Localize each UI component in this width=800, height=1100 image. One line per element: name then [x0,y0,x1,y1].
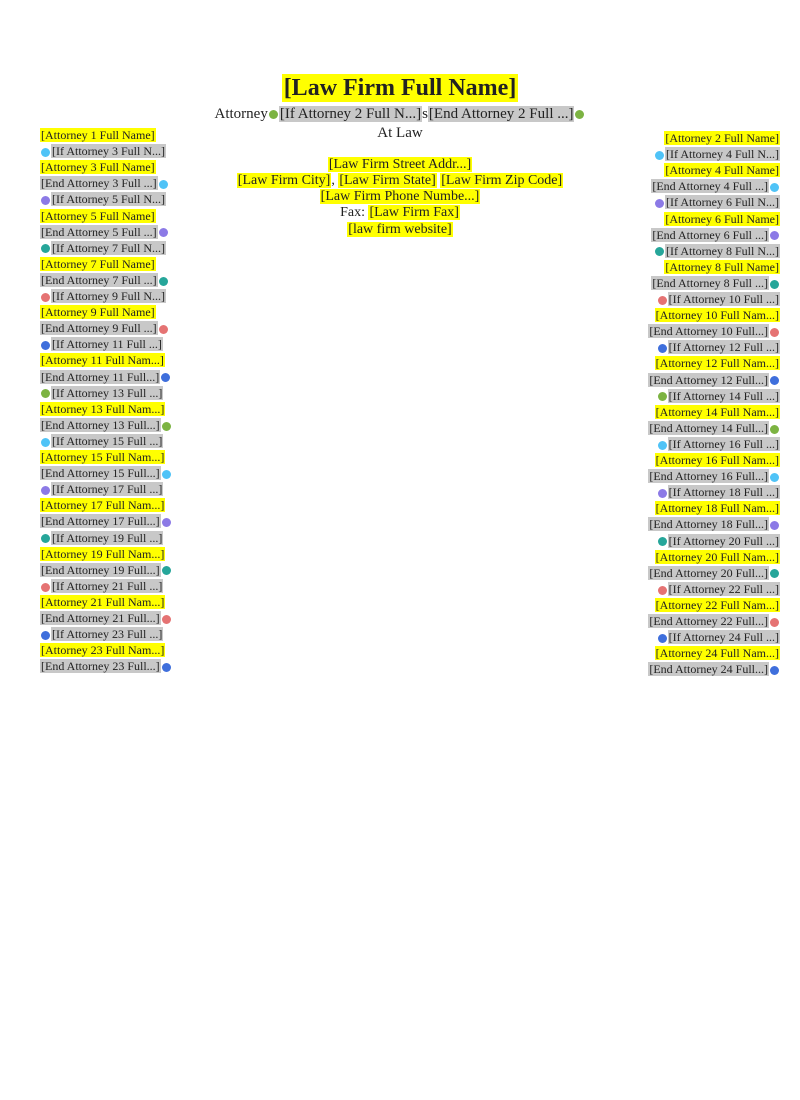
attorney-name-field[interactable]: [Attorney 2 Full Name] [665,131,779,145]
attorney-field-row [655,646,780,661]
attorney-field-row [664,131,780,146]
attorney-field-row [40,498,165,513]
attorney-field-row [664,212,780,227]
conditional-field[interactable]: [End Attorney 6 Full ...] [652,227,768,242]
conditional-field[interactable]: [End Attorney 14 Full...] [649,420,768,435]
attorney-field-row [648,469,780,484]
condition-marker-icon [41,438,50,447]
attorney-name-field[interactable]: [Attorney 15 Full Nam...] [41,450,165,464]
attorney-field-row [648,324,780,339]
attorney-field-row [654,195,780,210]
attorney-field-row [657,630,780,645]
attorney-name-field[interactable]: [Attorney 7 Full Name] [41,256,155,271]
condition-marker-icon [658,441,667,450]
condition-marker-icon [159,228,168,237]
attorney-line [200,104,600,124]
fax-field[interactable]: [Law Firm Fax] [369,205,459,220]
condition-marker-icon [161,373,170,382]
conditional-field[interactable]: [If Attorney 24 Full ...] [668,630,779,645]
condition-marker-icon [159,325,168,334]
conditional-field[interactable]: [End Attorney 9 Full ...] [41,321,157,336]
conditional-field[interactable]: [If Attorney 6 Full N...] [666,195,779,210]
conditional-field[interactable]: [If Attorney 15 Full ...] [52,433,163,448]
attorney-name-field[interactable]: [Attorney 17 Full Nam...] [41,498,165,513]
attorney-name-field[interactable]: [Attorney 8 Full Name] [665,259,779,274]
attorney-field-row [648,373,780,388]
attorney-name-field[interactable]: [Attorney 21 Full Nam...] [41,594,165,609]
attorney-field-row [40,225,169,240]
condition-marker-icon [658,537,667,546]
attorney-field-row [40,611,172,626]
attorney-field-row [40,337,163,352]
attorney-field-row [651,179,780,194]
attorney-field-row [40,450,165,465]
conditional-field[interactable]: [End Attorney 15 Full...] [41,466,160,481]
attorney-field-row [648,566,780,581]
condition-marker-icon [269,110,278,119]
attorney-name-field[interactable]: [Attorney 13 Full Nam...] [41,401,165,416]
conditional-field[interactable]: [If Attorney 10 Full ...] [668,292,779,306]
condition-marker-icon [162,518,171,527]
attorney-field-row [657,582,780,597]
condition-marker-icon [655,199,664,208]
condition-marker-icon [770,280,779,289]
attorney-field-row [655,550,780,565]
conditional-field[interactable]: [End Attorney 20 Full...] [649,565,768,580]
condition-marker-icon [41,389,50,398]
attorney-field-row [40,386,163,401]
state-field[interactable]: [Law Firm State] [339,173,436,188]
comma-text: , [331,173,335,188]
condition-marker-icon [658,344,667,353]
attorney-name-field[interactable]: [Attorney 3 Full Name] [41,160,155,175]
conditional-field[interactable]: [If Attorney 3 Full N...] [52,144,165,159]
website-field[interactable]: [law firm website] [348,222,452,237]
conditional-field[interactable]: [If Attorney 16 Full ...] [668,436,779,451]
conditional-field[interactable]: [End Attorney 7 Full ...] [41,272,157,287]
attorney-name-field[interactable]: [Attorney 24 Full Nam...] [655,646,779,661]
conditional-field[interactable]: [End Attorney 10 Full...] [649,324,768,339]
firm-name-heading [200,74,600,102]
condition-marker-icon [159,277,168,286]
condition-marker-icon [770,569,779,578]
attorney-field-row [40,160,156,175]
condition-marker-icon [162,422,171,431]
condition-marker-icon [658,634,667,643]
conditional-field[interactable]: [End Attorney 3 Full ...] [41,176,157,191]
condition-marker-icon [162,566,171,575]
zip-field[interactable]: [Law Firm Zip Code] [441,173,563,188]
attorney-field-row [40,273,169,288]
attorney-field-row [657,485,780,500]
city-field[interactable]: [Law Firm City] [237,173,331,188]
attorney-field-row [40,402,165,417]
attorney-field-row [654,147,780,162]
street-field[interactable]: [Law Firm Street Addr...] [328,157,472,172]
attorney-prefix: Attorney [214,106,268,122]
attorney-field-row [40,595,165,610]
street-line [200,157,600,173]
attorney-field-row [40,466,172,481]
attorney-field-row [40,482,163,497]
attorney-field-row [40,305,156,320]
attorney-name-field[interactable]: [Attorney 11 Full Nam...] [41,353,164,368]
attorney-field-row [40,643,165,658]
attorney-name-field[interactable]: [Attorney 1 Full Name] [41,128,155,142]
conditional-field[interactable]: [End Attorney 21 Full...] [41,611,160,625]
end-attorney-2-field[interactable]: [End Attorney 2 Full ...] [428,106,574,122]
attorney-field-row [40,128,156,143]
attorney-field-row [651,276,780,291]
conditional-field[interactable]: [End Attorney 11 Full...] [41,369,160,384]
condition-marker-icon [655,247,664,256]
attorney-field-row [648,421,780,436]
condition-marker-icon [658,586,667,595]
attorney-field-row [40,353,165,368]
condition-marker-icon [41,341,50,350]
condition-marker-icon [770,183,779,192]
conditional-field[interactable]: [If Attorney 18 Full ...] [668,485,779,500]
condition-marker-icon [159,180,168,189]
attorney-name-field[interactable]: [Attorney 9 Full Name] [41,305,155,320]
condition-marker-icon [41,631,50,640]
conditional-field[interactable]: [End Attorney 16 Full...] [649,469,768,484]
attorney-field-row [655,453,780,468]
firm-name-field[interactable]: [Law Firm Full Name] [283,75,517,101]
attorney-field-row [40,241,166,256]
condition-marker-icon [770,328,779,337]
attorney-field-row [655,598,780,613]
condition-marker-icon [770,425,779,434]
attorney-name-field[interactable]: [Attorney 20 Full Nam...] [655,549,779,564]
attorney-field-row [654,244,780,259]
attorney-field-row [40,370,171,385]
if-attorney-2-field[interactable]: [If Attorney 2 Full N...] [279,106,422,122]
attorney-field-row [40,257,156,272]
conditional-field[interactable]: [If Attorney 14 Full ...] [668,388,779,403]
fax-line [200,205,600,221]
at-law-text: At Law [377,125,423,141]
conditional-field[interactable]: [If Attorney 11 Full ...] [52,337,162,352]
conditional-field[interactable]: [End Attorney 13 Full...] [41,417,160,432]
conditional-field[interactable]: [End Attorney 17 Full...] [41,514,160,529]
attorney-field-row [657,389,780,404]
website-line [200,222,600,238]
attorney-field-row [40,531,163,546]
attorney-field-row [40,418,172,433]
attorney-field-row [648,662,780,677]
condition-marker-icon [770,473,779,482]
attorney-name-field[interactable]: [Attorney 4 Full Name] [665,163,779,178]
attorney-name-field[interactable]: [Attorney 19 Full Nam...] [41,546,165,561]
attorney-field-row [664,260,780,275]
attorney-name-field[interactable]: [Attorney 23 Full Nam...] [41,643,165,658]
attorney-field-row [664,163,780,178]
attorney-field-row [40,659,172,674]
attorney-field-row [40,209,156,224]
plural-s-text: s [422,106,428,122]
condition-marker-icon [41,196,50,205]
conditional-field[interactable]: [End Attorney 18 Full...] [649,517,768,532]
attorney-name-field[interactable]: [Attorney 22 Full Nam...] [655,597,779,612]
attorney-field-row [657,534,780,549]
condition-marker-icon [41,244,50,253]
conditional-field[interactable]: [If Attorney 9 Full N...] [52,289,165,303]
attorney-name-field[interactable]: [Attorney 5 Full Name] [41,208,155,223]
conditional-field[interactable]: [End Attorney 23 Full...] [41,659,160,674]
attorney-field-row [655,405,780,420]
attorney-field-row [655,356,780,371]
conditional-field[interactable]: [If Attorney 4 Full N...] [666,147,779,162]
attorney-field-row [655,308,780,323]
conditional-field[interactable]: [End Attorney 22 Full...] [649,614,768,628]
attorney-field-row [657,340,780,355]
condition-marker-icon [41,148,50,157]
phone-line [200,189,600,205]
attorney-name-field[interactable]: [Attorney 14 Full Nam...] [655,404,779,419]
conditional-field[interactable]: [If Attorney 17 Full ...] [52,482,163,497]
conditional-field[interactable]: [If Attorney 23 Full ...] [52,627,163,642]
attorney-field-row [651,228,780,243]
condition-marker-icon [41,486,50,495]
phone-field[interactable]: [Law Firm Phone Numbe...] [320,189,480,204]
attorney-field-row [40,192,166,207]
attorney-name-field[interactable]: [Attorney 16 Full Nam...] [655,453,779,467]
attorney-field-row [40,547,165,562]
condition-marker-icon [658,489,667,498]
conditional-field[interactable]: [If Attorney 20 Full ...] [668,533,779,548]
attorney-field-row [40,627,163,642]
condition-marker-icon [575,110,584,119]
condition-marker-icon [770,666,779,675]
attorney-field-row [648,614,780,629]
attorney-name-field[interactable]: [Attorney 6 Full Name] [665,211,779,226]
fax-label: Fax: [340,205,365,220]
conditional-field[interactable]: [If Attorney 13 Full ...] [52,385,163,400]
attorney-field-row [655,501,780,516]
conditional-field[interactable]: [If Attorney 5 Full N...] [52,192,165,207]
attorney-field-row [40,176,169,191]
attorney-field-row [657,437,780,452]
attorney-name-field[interactable]: [Attorney 18 Full Nam...] [655,501,779,516]
condition-marker-icon [41,534,50,543]
attorney-field-row [40,579,163,594]
condition-marker-icon [41,583,50,592]
conditional-field[interactable]: [If Attorney 7 Full N...] [52,240,165,255]
attorney-field-row [657,292,780,307]
condition-marker-icon [162,663,171,672]
attorney-field-row [40,289,166,304]
conditional-field[interactable]: [If Attorney 22 Full ...] [668,581,779,596]
conditional-field[interactable]: [End Attorney 8 Full ...] [652,275,768,290]
attorney-field-row [648,517,780,532]
condition-marker-icon [162,470,171,479]
condition-marker-icon [770,231,779,240]
attorney-name-field[interactable]: [Attorney 12 Full Nam...] [655,356,779,371]
city-state-zip-line [200,173,600,189]
condition-marker-icon [770,521,779,530]
condition-marker-icon [770,618,779,627]
attorney-field-row [40,563,172,578]
conditional-field[interactable]: [If Attorney 8 Full N...] [666,243,779,258]
conditional-field[interactable]: [End Attorney 4 Full ...] [652,179,768,194]
conditional-field[interactable]: [End Attorney 24 Full...] [649,662,768,677]
conditional-field[interactable]: [If Attorney 19 Full ...] [52,530,163,545]
attorney-field-row [40,434,163,449]
condition-marker-icon [41,293,50,302]
attorney-field-row [40,321,169,336]
condition-marker-icon [655,151,664,160]
condition-marker-icon [658,392,667,401]
condition-marker-icon [162,615,171,624]
attorney-field-row [40,514,172,529]
conditional-field[interactable]: [End Attorney 19 Full...] [41,562,160,577]
condition-marker-icon [658,296,667,305]
condition-marker-icon [770,376,779,385]
attorney-name-field[interactable]: [Attorney 10 Full Nam...] [655,308,779,323]
conditional-field[interactable]: [If Attorney 12 Full ...] [668,340,779,355]
conditional-field[interactable]: [End Attorney 5 Full ...] [41,224,157,239]
conditional-field[interactable]: [If Attorney 21 Full ...] [52,578,163,593]
conditional-field[interactable]: [End Attorney 12 Full...] [649,372,768,387]
attorney-field-row [40,144,166,159]
